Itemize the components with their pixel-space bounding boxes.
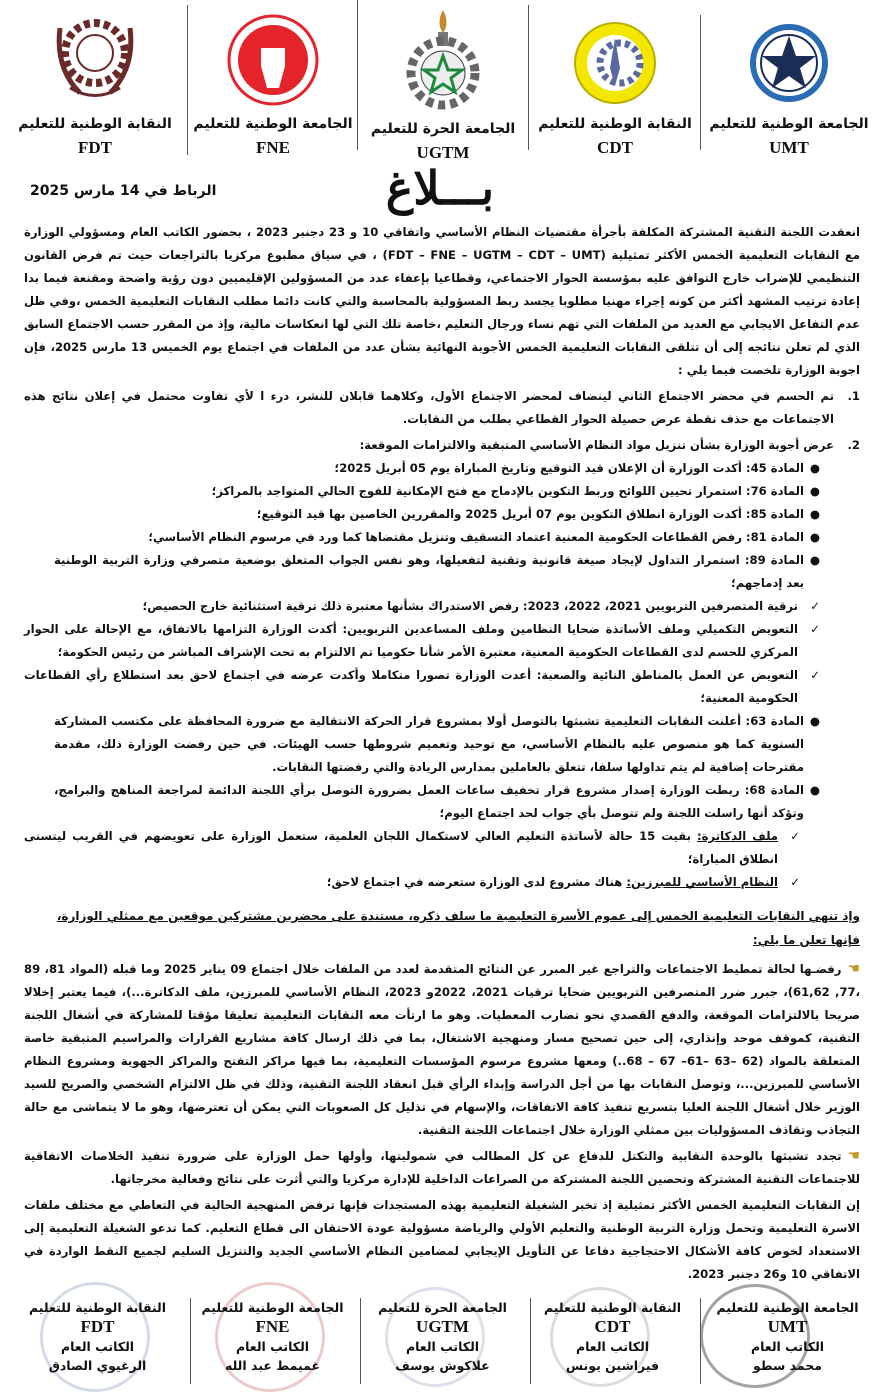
union-name: الجامعة الحرة للتعليم	[370, 121, 516, 137]
article-text: استمرار تحيين اللوائح وربط التكوين بالإدماج مع فتح الإمكانية للفوج الحالي المتواجد بالمراكز؛	[211, 484, 742, 498]
article-text: رفض القطاعات الحكومية المعنية اعتماد التسقيف وتنزيل مقتضاها كما ورد في مرسوم النظام الأساسي؛	[148, 530, 742, 544]
sig-code: UMT	[767, 1317, 808, 1336]
item-number: 1.	[847, 389, 860, 403]
check-icon: ✓	[790, 875, 800, 889]
bullet-icon: ●	[809, 461, 820, 475]
divider	[528, 5, 529, 150]
declaration-heading: وإذ تنهي النقابات التعليمية الخمس إلى عموم الأسرة التعليمية ما سلف ذكره، مستندة على محضرين مشتركين موقعين مع ممثلي الوزارة، فإنها تعلن ما يلي:	[56, 909, 860, 947]
check-text: التعويض التكميلي وملف الأساتذة ضحايا النظامين وملف المساعدين التربويين: أكدت الوزارة التزامها بالاتفاق، مع الإحالة على الحوار المركزي للحسم لدى القطاعات الحكومية المعنية، معتبرة الأمر شأنا حكوميا تم الالتزام به تحت الإشراف المباشر من رئيس الحكومة؛	[24, 622, 798, 659]
sig-name: محمد سطو	[752, 1358, 822, 1373]
declaration-item	[24, 1145, 860, 1191]
check-text: بقيت 15 حالة لأساتذة التعليم العالي لاستكمال اللجان العلمية، ستعمل الوزارة على تعويضهم في القريب ليتسنى انطلاق المباراة؛	[24, 829, 778, 866]
sig-name: الرغيوي الصادق	[48, 1358, 147, 1373]
check-text: هناك مشروع لدى الوزارة ستعرضه في اجتماع لاحق؛	[326, 875, 623, 889]
article-85	[54, 503, 820, 526]
numbered-item-2	[24, 434, 860, 457]
intro-paragraph: انعقدت اللجنة التقنية المشتركة المكلفة بأجرأة مقتضيات النظام الأساسي واتفاقي 10 و 23 دجنبر 2023 ، بحضور الكاتب العام ومسؤولي الوزارة مع النقابات التعليمية الخمس الأكثر تمثيلية (FDT – FNE – UGTM – CDT – UMT) ، في سياق مطبوع مركزيا بالتراجعات حيث تم فرض القانون التنظيمي للإضراب خارج التوافق عليه بمؤسسة الحوار الاجتماعي، وقطاعيا بإعفاء عدد من المسؤولين الإقليميين دون رؤية واضحة ومقنعة فيما بدا إعادة ترتيب المشهد أكثر من كونه إجراء مهنيا مطلوبا يجسد ربط المسؤولية بالمحاسبة والتي كانت دائما مطلب النقابات التعليمية الخمس ،وفي ظل عدم التفاعل الايجابي مع العديد من الملفات التي تهم نساء ورجال التعليم ،خاصة تلك التي لها انعكاسات مالية، وإذ من المقرر حسب الاجتماع السابق الذي لم تعلن نتائجه إلى أن تتلقى النقابات التعليمية الخمس الأجوبة النهائية بشأن عدد من الملفات في اجتماع يوم الخميس 13 مارس 2025، فإن اجوبة الوزارة تلخصت فيما يلي :	[24, 225, 861, 377]
union-ugtm	[358, 0, 528, 165]
sig-role: الكاتب العام	[235, 1339, 310, 1354]
article-label: المادة 45:	[745, 461, 804, 475]
check-label: ملف الدكاترة:	[697, 829, 778, 843]
signature-umt	[705, 1298, 870, 1375]
union-name: النقابة الوطنية للتعليم	[18, 116, 172, 132]
check-icon: ✓	[810, 668, 820, 682]
union-name: الجامعة الوطنية للتعليم	[193, 116, 353, 132]
article-63	[54, 710, 820, 779]
article-label: المادة 63:	[745, 714, 804, 728]
header	[0, 0, 884, 165]
article-68	[54, 779, 820, 825]
check-item	[24, 595, 820, 618]
document-title: بـــلاغ	[385, 161, 495, 215]
article-81	[54, 526, 820, 549]
sig-role: الكاتب العام	[750, 1339, 825, 1354]
sig-code: UGTM	[416, 1317, 469, 1336]
sig-role: الكاتب العام	[405, 1339, 480, 1354]
declaration-text: رفضـها لحالة تمطيط الاجتماعات والتراجع غير المبرر عن النتائج المتقدمة لعدد من الملفات خلال اجتماع 09 يناير 2025 وما قبله (المواد 81، 89 ،77, 61,62)، جبرر ضرر المتصرفين التربويين ضحايا ترقيات 2021، 2022و 2023، النظام الأساسي للمبرزين، ملف الدكاترة...)، فيما يعتبر إخلالا صريحا بالالتزامات الموقعة، والدفع القصدي نحو تضارب المعطيات. وهو ما ارتأت معه النقابات التعليمية تعليقا مؤقتا للمشاركة في أشغال اللجنة التقنية، كموقف موحد وإنذاري، إلى حين تصحيح مسار ومنهجية الاشتغال، بما في ذلك ارسال كافة مشاريع القرارات والمراسيم المتبقية خاصة المتعلقة بالمواد (62 –63 –61– 67 – 68..) ومعها مشروع مرسوم المؤسسات التعليمية، بما فيها مراكز التفتح والمراكز الجهوية ومشروع النظام الأساسي للمبرزين...، وتوصل النقابات بها من أجل الدراسة وإبداء الرأي قبل انعقاد اللجنة التقنية، وذلك في ظل الالتزام الشخصي والصريح للسيد الوزير خلال أشغال اللجنة العليا بتسريع تنفيذ كافة الاتفاقات، والإسهام في تذليل كل الصعوبات التي يمكن أن تعترضها، وهو ما لا يتماشى مع حالة التجاذب وتقاذف المسؤوليات بين ممثلي الوزارة خلال اجتماعات اللجنة التقنية.	[24, 962, 860, 1137]
bullet-icon: ●	[809, 553, 820, 567]
bullet-icon: ●	[809, 783, 820, 797]
document-date: الرباط في 14 مارس 2025	[30, 183, 217, 199]
article-89	[54, 549, 820, 595]
article-label: المادة 76:	[745, 484, 804, 498]
check-icon: ✓	[810, 622, 820, 636]
sig-org: الجامعة الوطنية للتعليم	[716, 1300, 859, 1315]
title-bar	[0, 161, 884, 221]
bullet-icon: ●	[809, 714, 820, 728]
sig-name: فيراشين يونس	[565, 1358, 660, 1373]
item-number: 2.	[847, 438, 860, 452]
sig-name: علاكوش يوسف	[395, 1358, 490, 1373]
fdt-gear-wheat-logo	[50, 8, 140, 108]
check-item	[24, 618, 820, 664]
union-code: UMT	[769, 138, 809, 157]
sig-org: النقابة الوطنية للتعليم	[543, 1300, 682, 1315]
union-umt	[704, 0, 874, 165]
check-text: ترقية المتصرفين التربويين 2021، 2022، 2023: رفض الاستدراك بشأنها معتبرة ذلك ترقية استثنائية خارج الحصيص؛	[142, 599, 798, 613]
numbered-item-1	[24, 385, 860, 431]
check-icon: ✓	[790, 829, 800, 843]
check-item	[24, 871, 800, 894]
sig-code: FDT	[80, 1317, 115, 1336]
union-cdt	[530, 0, 700, 165]
sig-org: النقابة الوطنية للتعليم	[28, 1300, 167, 1315]
signature-fne	[190, 1298, 355, 1375]
article-label: المادة 85:	[745, 507, 804, 521]
union-code: FNE	[256, 138, 290, 157]
pointing-hand-icon: ☚	[847, 1148, 860, 1164]
declaration-text: تجدد تشبثها بالوحدة النقابية والتكتل للدفاع عن كل المطالب في شموليتها، وأولها حمل الوزارة على ضرورة تنفيذ الخلاصات الاتفاقية للاجتماعات التقنية المشتركة وتحصين اللجنة المشتركة من الصراعات الداخلية للإدارة مركزيا والتي أثرت على نتائج وفعالية مخرجاتها.	[24, 1149, 860, 1186]
signature-fdt	[15, 1298, 180, 1375]
signature-cdt	[530, 1298, 695, 1375]
sig-code: FNE	[255, 1317, 290, 1336]
union-name: النقابة الوطنية للتعليم	[538, 116, 692, 132]
closing-paragraph: إن النقابات التعليمية الخمس الأكثر تمثيلية إذ تخبر الشغيلة التعليمية بهذه المستجدات فإنها ترفض المنهجية الحالية في التعاطي مع مختلف ملفات الاسرة التعليمية وتحمل وزارة التربية الوطنية والتعليم الأولي والرياضة مسؤولية عودة الاحتقان الى قطاع التعليم. كما تدعو الشغيلة التعليمية إلى الاستعداد لخوض كافة الأشكال الاحتجاجية دفاعا عن التأويل الإيجابي لمضامين النظام الأساسي الجديد والتنزيل السليم لجميع النقط الواردة في الاتفاقي 10 و26 دجنبر 2023.	[24, 1198, 860, 1281]
bullet-icon: ●	[809, 484, 820, 498]
check-item	[24, 664, 820, 710]
ugtm-torch-gear-star-logo	[398, 8, 488, 113]
check-label: النظام الأساسي للمبرزين:	[626, 875, 778, 889]
umt-blue-star-logo	[744, 8, 834, 108]
declaration-item	[24, 958, 860, 1142]
article-text: استمرار التداول لإيجاد صيغة قانونية وتقنية لتفعيلها، وهو نفس الجواب المتعلق بوضعية متصرفي وزارة التربية الوطنية بعد إدماجهم؛	[54, 553, 804, 590]
article-text: أكدت الوزارة أن الإعلان قيد التوقيع وتاريخ المباراة يوم 05 أبريل 2025؛	[334, 461, 742, 475]
article-label: المادة 81:	[745, 530, 804, 544]
fne-red-fist-logo	[223, 8, 323, 108]
article-76	[54, 480, 820, 503]
signatures	[0, 1292, 884, 1388]
document-body	[0, 221, 884, 1286]
article-text: ربطت الوزارة إصدار مشروع قرار تخفيف ساعات العمل بضرورة التوصل برأي اللجنة الدائمة لمراجعة المناهج والبرامج، وتؤكد أنها راسلت اللجنة ولم تتوصل بأي جواب لحد اجتماع اليوم؛	[54, 783, 804, 820]
article-45	[54, 457, 820, 480]
signature-ugtm	[360, 1298, 525, 1375]
sig-role: الكاتب العام	[60, 1339, 135, 1354]
bullet-icon: ●	[809, 507, 820, 521]
article-text: أعلنت النقابات التعليمية تشبثها بالتوصل أولا بمشروع قرار الحركة الانتقالية مع ضرورة المحافظة على مكتسب المشاركة السنوية كما هو منصوص عليه بالنظام الأساسي، مع توحيد وتعميم شروطها حسب الهيئات. في حين رفضت الوزارة ذلك، مقدمة مقترحات إضافية لم يتم تداولها سلفا، تتعلق بالعاملين بمدارس الريادة والتي رفضتها النقابات.	[54, 714, 804, 774]
union-code: UGTM	[416, 143, 470, 162]
sig-name: غميمط عبد الله	[224, 1358, 320, 1373]
article-label: المادة 68:	[744, 783, 804, 797]
check-icon: ✓	[810, 599, 820, 613]
sig-org: الجامعة الوطنية للتعليم	[201, 1300, 344, 1315]
bullet-icon: ●	[809, 530, 820, 544]
divider	[700, 15, 701, 150]
item-text: تم الحسم في محضر الاجتماع الثاني لينضاف لمحضر الاجتماع الأول، وكلاهما قابلان للنشر، درء ا لأي تفاوت محتمل في إعلان نتائج هذه الاجتماعات مع حذف نقطة عرض حصيلة الحوار القطاعي بطلب من النقابات.	[24, 389, 834, 426]
check-item	[24, 825, 800, 871]
sig-role: الكاتب العام	[575, 1339, 650, 1354]
cdt-yellow-gear-pen-logo	[570, 8, 660, 108]
union-code: FDT	[78, 138, 112, 157]
item-text: عرض أجوبة الوزارة بشأن تنزيل مواد النظام الأساسي المتبقية والالتزامات الموقعة:	[359, 438, 834, 452]
sig-org: الجامعة الحرة للتعليم	[378, 1300, 507, 1315]
union-name: الجامعة الوطنية للتعليم	[709, 116, 869, 132]
pointing-hand-icon: ☚	[847, 961, 860, 977]
union-code: CDT	[597, 138, 633, 157]
union-fdt	[10, 0, 180, 165]
article-text: أكدت الوزارة انطلاق التكوين يوم 07 أبريل 2025 والمقررين الخاصين بها قيد التوقيع؛	[256, 507, 742, 521]
article-label: المادة 89:	[744, 553, 804, 567]
union-fne	[188, 0, 358, 165]
check-text: التعويض عن العمل بالمناطق النائية والصعبة: أعدت الوزارة تصورا متكاملا وأكدت عرضه في اجتماع لاحق بعد استطلاع رأي القطاعات الحكومية المعنية؛	[24, 668, 798, 705]
divider	[700, 1298, 701, 1384]
sig-code: CDT	[594, 1317, 631, 1336]
